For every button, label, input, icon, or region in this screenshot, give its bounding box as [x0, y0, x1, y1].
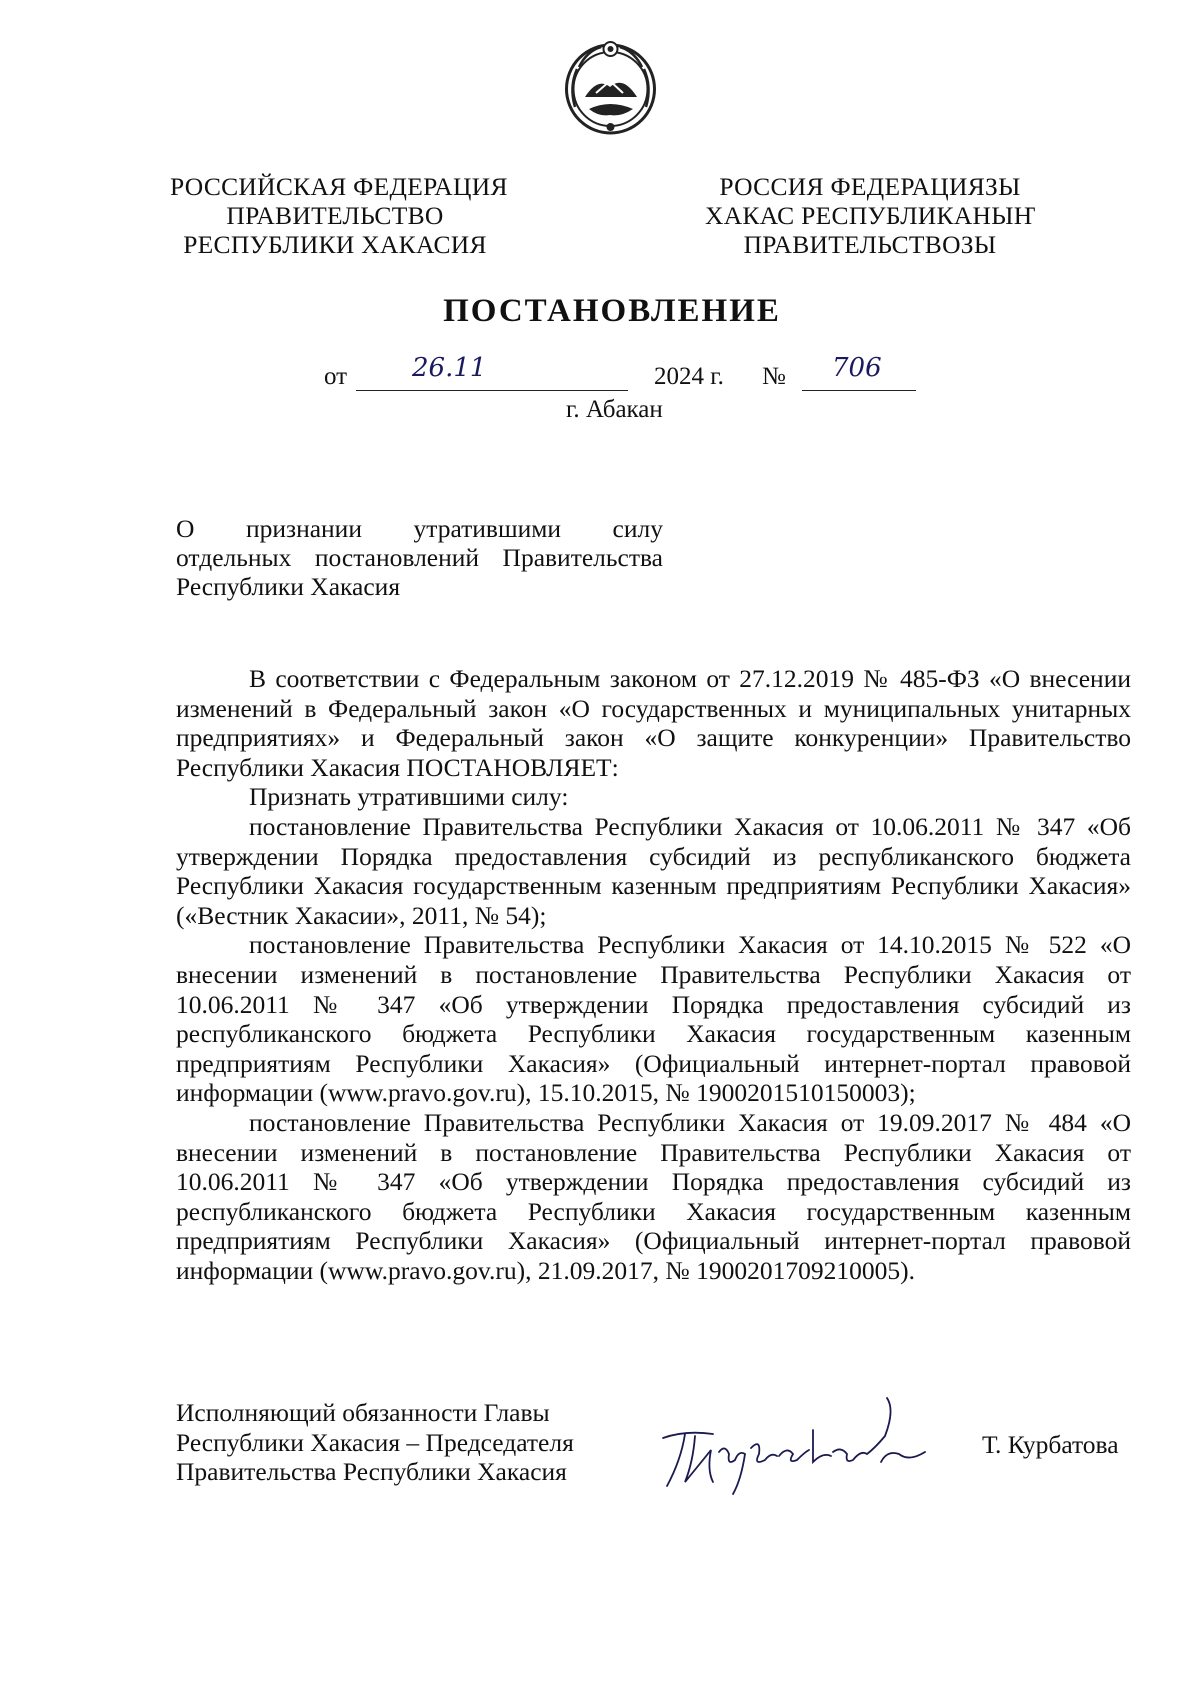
signatory-position	[176, 1398, 574, 1487]
body-paragraph: В соответствии с Федеральным законом от 27.12.2019 № 485-ФЗ «О внесении изменений в Федеральный закон «О государственных и муниципальных унитарных предприятиях» и Федеральный закон «О защите конкуренции» Правительство Республики Хакасия ПОСТАНОВЛЯЕТ:	[176, 664, 1131, 782]
body-paragraph: постановление Правительства Республики Хакасия от 10.06.2011 № 347 «Об утверждении Порядка предоставления субсидий из республиканского бюджета Республики Хакасия государственным казенным предприятиям Республики Хакасия» («Вестник Хакасии», 2011, № 54);	[176, 811, 1131, 930]
position-line: Республики Хакасия – Председателя	[176, 1427, 574, 1457]
position-line: Правительства Республики Хакасия	[176, 1457, 567, 1487]
body-paragraph: постановление Правительства Республики Хакасия от 14.10.2015 № 522 «О внесении изменений в постановление Правительства Республики Хакасия от 10.06.2011 № 347 «Об утверждении Порядка предоставления субсидий из республиканского бюджета Республики Хакасия государственным казенным предприятиям Республики Хакасия» (Официальный интернет-портал правовой информации (www.pravo.gov.ru), 15.10.2015, № 1900201510150003);	[176, 930, 1131, 1108]
subject-line: Республики Хакасия	[176, 572, 401, 601]
document-body	[176, 664, 1131, 1285]
subject-line: отдельных постановлений Правительства	[176, 543, 663, 572]
body-paragraph: Признать утратившими силу:	[249, 782, 569, 812]
header-right-khakas	[705, 172, 1035, 259]
coat-of-arms-emblem	[563, 37, 658, 137]
header-right-line: РОССИЯ ФЕДЕРАЦИЯЗЫ	[719, 172, 1021, 201]
signer-name: Т. Курбатова	[982, 1430, 1119, 1459]
number-label: №	[762, 363, 786, 390]
handwritten-number: 706	[832, 353, 882, 383]
handwritten-date: 26.11	[412, 353, 487, 383]
header-left-line: РЕСПУБЛИКИ ХАКАСИЯ	[183, 230, 487, 259]
header-right-line: ХАКАС РЕСПУБЛИКАНЫҤ	[705, 201, 1036, 230]
body-paragraph: постановление Правительства Республики Хакасия от 19.09.2017 № 484 «О внесении изменений в постановление Правительства Республики Хакасия от 10.06.2011 № 347 «Об утверждении Порядка предоставления субсидий из республиканского бюджета Республики Хакасия государственным казенным предприятиям Республики Хакасия» (Официальный интернет-портал правовой информации (www.pravo.gov.ru), 21.09.2017, № 1900201709210005).	[176, 1107, 1131, 1285]
header-left-line: РОССИЙСКАЯ ФЕДЕРАЦИЯ	[170, 172, 508, 201]
position-line: Исполняющий обязанности Главы	[176, 1398, 550, 1427]
date-underline	[356, 390, 628, 391]
year-label: 2024 г.	[654, 363, 724, 390]
city: г. Абакан	[566, 396, 663, 423]
header-right-line: ПРАВИТЕЛЬСТВОЗЫ	[743, 230, 997, 259]
document-title: ПОСТАНОВЛЕНИЕ	[443, 293, 781, 329]
handwritten-signature	[655, 1390, 935, 1500]
header-left-line: ПРАВИТЕЛЬСТВО	[226, 201, 444, 230]
number-underline	[802, 390, 916, 391]
subject-line: О признании утратившими силу	[176, 514, 663, 543]
document-subject	[176, 514, 663, 601]
from-label: от	[324, 363, 348, 390]
date-number-line	[324, 353, 924, 395]
header-left-russian	[170, 172, 508, 259]
